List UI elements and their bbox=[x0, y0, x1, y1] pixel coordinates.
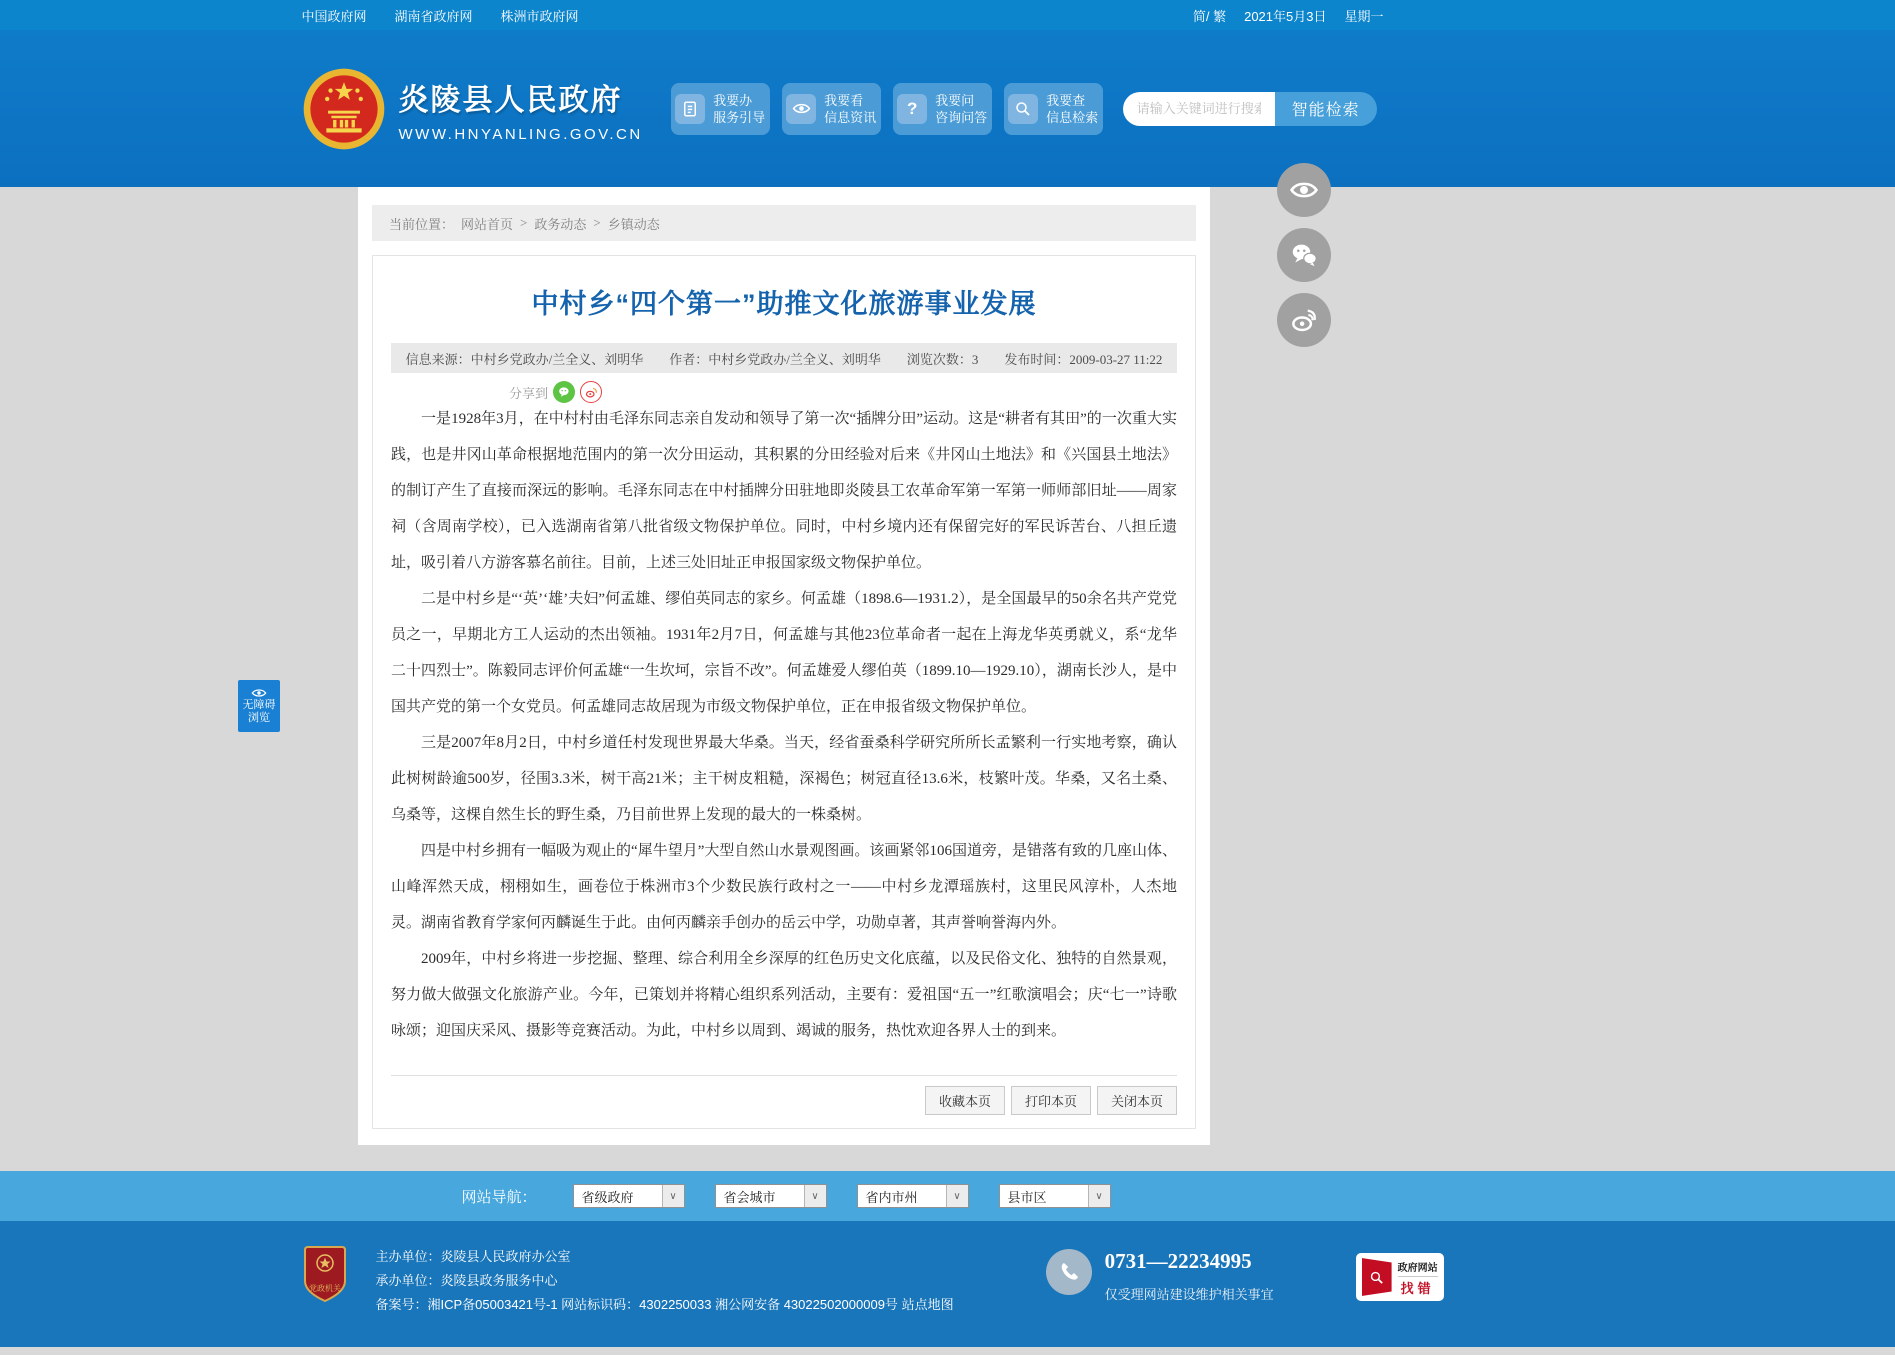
eye-icon bbox=[1289, 175, 1319, 205]
article-paragraph: 二是中村乡是“‘英’‘雄’夫妇”何孟雄、缪伯英同志的家乡。何孟雄（1898.6—1931.2），是全国最早的50余名共产党党员之一，早期北方工人运动的杰出领袖。1931年2月7日，何孟雄与其他23位革命者一起在上海龙华英勇就义，系“龙华二十四烈士”。陈毅同志评价何孟雄“一生坎坷，宗旨不改”。何孟雄爱人缪伯英（1899.10—1929.10），湖南长沙人，是中国共产党的第一个女党员。何孟雄同志故居现为市级文物保护单位，正在申报省级文物保护单位。 bbox=[391, 591, 1177, 715]
nav-title: 我要看 bbox=[824, 92, 864, 108]
meta-time: 2009-03-27 11:22 bbox=[1069, 351, 1163, 367]
gov-site-error-report-badge[interactable] bbox=[1356, 1253, 1444, 1301]
gov-agency-shield-badge bbox=[302, 1245, 348, 1303]
article-title: 中村乡“四个第一”助推文化旅游事业发展 bbox=[531, 289, 1037, 319]
nav-title: 我要查 bbox=[1046, 92, 1086, 108]
select-value: 省级政府 bbox=[581, 1189, 634, 1205]
find-badge-line1: 政府网站 bbox=[1398, 1263, 1438, 1277]
current-date: 2021年5月3日 bbox=[1244, 8, 1327, 24]
sitenav-label: 网站导航： bbox=[461, 1188, 537, 1206]
wechat-share-icon[interactable] bbox=[553, 381, 575, 403]
phone-number: 0731—22234995 bbox=[1104, 1249, 1252, 1273]
eye-icon bbox=[251, 687, 267, 699]
topbar-link-china-gov[interactable]: 中国政府网 bbox=[301, 8, 367, 24]
nav-subtitle: 信息资讯 bbox=[824, 109, 877, 125]
breadcrumb bbox=[372, 205, 1196, 241]
host-label: 主办单位： bbox=[375, 1249, 441, 1264]
error-report-magnifier-icon bbox=[1362, 1258, 1392, 1296]
weibo-share-icon[interactable] bbox=[580, 381, 602, 403]
site-url: WWW.HNYANLING.GOV.CN bbox=[398, 125, 643, 143]
meta-views-label: 浏览次数： bbox=[906, 351, 972, 367]
share-label: 分享到 bbox=[509, 385, 549, 401]
site-name: 炎陵县人民政府 bbox=[398, 83, 623, 117]
accessibility-button[interactable] bbox=[238, 680, 280, 732]
article-paragraph: 四是中村乡拥有一幅吸为观止的“犀牛望月”大型自然山水景观图画。该画紧邻106国道旁，是错落有致的几座山体、山峰浑然天成，栩栩如生，画卷位于株洲市3个少数民族行政村之一——中村乡龙潭瑶族村，这里民风淳朴，人杰地灵。湖南省教育学家何丙麟诞生于此。由何丙麟亲手创办的岳云中学，功勋卓著，其声誉响誉海内外。 bbox=[391, 843, 1177, 931]
breadcrumb-gov-news[interactable]: 政务动态 bbox=[534, 216, 587, 232]
chevron-down-icon: ∨ bbox=[1088, 1185, 1110, 1207]
topbar-link-hunan-gov[interactable]: 湖南省政府网 bbox=[394, 8, 473, 24]
organizer-value: 炎陵县政务服务中心 bbox=[440, 1273, 558, 1288]
organizer-label: 承办单位： bbox=[375, 1273, 441, 1288]
find-badge-line2: 找错 bbox=[1400, 1280, 1435, 1296]
topbar-links bbox=[302, 6, 579, 25]
article-paragraph: 一是1928年3月，在中村村由毛泽东同志亲自发动和领导了第一次“插牌分田”运动。这是“耕者有其田”的一次重大实践，也是井冈山革命根据地范围内的第一次分田运动，其积累的分田经验对后来《井冈山土地法》和《兴国县土地法》的制订产生了直接而深远的影响。毛泽东同志在中村插牌分田驻地即炎陵县工农革命军第一军第一师师部旧址——周家祠（含周南学校），已入选湖南省第八批省级文物保护单位。同时，中村乡境内还有保留完好的军民诉苦台、八担丘遗址，吸引着八方游客慕名前往。目前，上述三处旧址正申报国家级文物保护单位。 bbox=[391, 411, 1177, 571]
select-value: 省会城市 bbox=[723, 1189, 776, 1205]
select-county-districts[interactable] bbox=[999, 1184, 1111, 1208]
gov-badge-label: 党政机关 bbox=[308, 1284, 341, 1293]
header-nav bbox=[671, 83, 1103, 135]
nav-button-ask[interactable] bbox=[893, 83, 992, 135]
chevron-down-icon: ∨ bbox=[946, 1185, 968, 1207]
site-header bbox=[0, 30, 1895, 187]
print-page-button[interactable]: 打印本页 bbox=[1011, 1086, 1091, 1115]
search-icon bbox=[1008, 94, 1038, 124]
meta-author-label: 作者： bbox=[669, 351, 709, 367]
weibo-icon bbox=[1289, 305, 1319, 335]
nav-subtitle: 信息检索 bbox=[1046, 109, 1099, 125]
select-province-cities[interactable] bbox=[857, 1184, 969, 1208]
article-paragraph: 2009年，中村乡将进一步挖掘、整理、综合利用全乡深厚的红色历史文化底蕴，以及民俗文化、独特的自然景观，努力做大做强文化旅游产业。今年，已策划并将精心组织系列活动，主要有：爱祖国“五一”红歌演唱会；庆“七一”诗歌咏颂；迎国庆采风、摄影等竞赛活动。为此，中村乡以周到、竭诚的服务，热忱欢迎各界人士的到来。 bbox=[391, 951, 1177, 1039]
article bbox=[372, 255, 1196, 1129]
nav-title: 我要办 bbox=[713, 92, 753, 108]
bookmark-page-button[interactable]: 收藏本页 bbox=[925, 1086, 1005, 1115]
eye-float-button[interactable] bbox=[1277, 163, 1331, 217]
accessibility-label-line1: 无障碍 bbox=[242, 699, 276, 711]
select-value: 省内市州 bbox=[865, 1189, 918, 1205]
sitenav-bar bbox=[0, 1171, 1895, 1221]
breadcrumb-home[interactable]: 网站首页 bbox=[461, 216, 514, 232]
sitemap-link[interactable]: 站点地图 bbox=[901, 1297, 954, 1312]
share-bar bbox=[509, 381, 602, 403]
phone-note: 仅受理网站建设维护相关事宜 bbox=[1104, 1287, 1274, 1302]
nav-button-query[interactable] bbox=[1004, 83, 1103, 135]
footer-phone-block bbox=[1046, 1249, 1274, 1303]
nav-title: 我要问 bbox=[935, 92, 975, 108]
breadcrumb-township-news[interactable]: 乡镇动态 bbox=[607, 216, 660, 232]
select-capital-cities[interactable] bbox=[715, 1184, 827, 1208]
article-actions bbox=[391, 1075, 1177, 1128]
host-value: 炎陵县人民政府办公室 bbox=[440, 1249, 571, 1264]
footer bbox=[0, 1221, 1895, 1347]
eye-icon bbox=[786, 94, 816, 124]
chevron-down-icon: ∨ bbox=[662, 1185, 684, 1207]
meta-views: 3 bbox=[971, 351, 979, 367]
current-weekday: 星期一 bbox=[1344, 8, 1384, 24]
topbar-right bbox=[1193, 6, 1384, 25]
meta-author: 中村乡党政办/兰全义、刘明华 bbox=[708, 351, 881, 367]
nav-button-service[interactable] bbox=[671, 83, 770, 135]
select-provincial-gov[interactable] bbox=[573, 1184, 685, 1208]
floating-sidebar bbox=[1277, 163, 1331, 347]
meta-source: 中村乡党政办/兰全义、刘明华 bbox=[470, 351, 644, 367]
chevron-down-icon: ∨ bbox=[804, 1185, 826, 1207]
breadcrumb-separator: > bbox=[593, 215, 601, 230]
topbar bbox=[0, 0, 1895, 30]
phone-icon bbox=[1046, 1249, 1092, 1295]
article-paragraph: 三是2007年8月2日，中村乡道任村发现世界最大华桑。当天，经省蚕桑科学研究所所长孟繁利一行实地考察，确认此树树龄逾500岁，径围3.3米，树干高21米；主干树皮粗糙，深褐色；树冠直径13.6米，枝繁叶茂。华桑，又名土桑、乌桑等，这棵自然生长的野生桑，乃目前世界上发现的最大的一株桑树。 bbox=[391, 735, 1177, 823]
smart-search-button[interactable]: 智能检索 bbox=[1275, 92, 1377, 126]
main-area bbox=[0, 187, 1895, 1171]
nav-subtitle: 咨询问答 bbox=[935, 109, 988, 125]
document-icon bbox=[675, 94, 705, 124]
accessibility-label-line2: 浏览 bbox=[248, 712, 270, 724]
close-page-button[interactable]: 关闭本页 bbox=[1097, 1086, 1177, 1115]
logo-block bbox=[302, 67, 643, 151]
wechat-float-button[interactable] bbox=[1277, 228, 1331, 282]
breadcrumb-separator: > bbox=[520, 215, 528, 230]
nav-button-news[interactable] bbox=[782, 83, 881, 135]
search-input[interactable] bbox=[1123, 92, 1275, 126]
select-value: 县市区 bbox=[1007, 1189, 1047, 1205]
weibo-float-button[interactable] bbox=[1277, 293, 1331, 347]
nav-subtitle: 服务引导 bbox=[713, 109, 766, 125]
search-bar bbox=[1123, 92, 1377, 126]
lang-toggle[interactable]: 简/ 繁 bbox=[1192, 8, 1227, 24]
breadcrumb-label: 当前位置： bbox=[389, 216, 455, 232]
wechat-icon bbox=[1289, 240, 1319, 270]
icp-record: 备案号：湘ICP备05003421号-1 网站标识码：4302250033 湘公网安备 43022502000009号 bbox=[375, 1297, 898, 1312]
footer-info bbox=[376, 1245, 954, 1317]
meta-source-label: 信息来源： bbox=[405, 351, 471, 367]
article-meta bbox=[391, 343, 1177, 373]
question-icon: ? bbox=[897, 94, 927, 124]
meta-time-label: 发布时间： bbox=[1004, 351, 1070, 367]
topbar-link-zhuzhou-gov[interactable]: 株洲市政府网 bbox=[500, 8, 579, 24]
national-emblem-logo bbox=[302, 67, 386, 151]
